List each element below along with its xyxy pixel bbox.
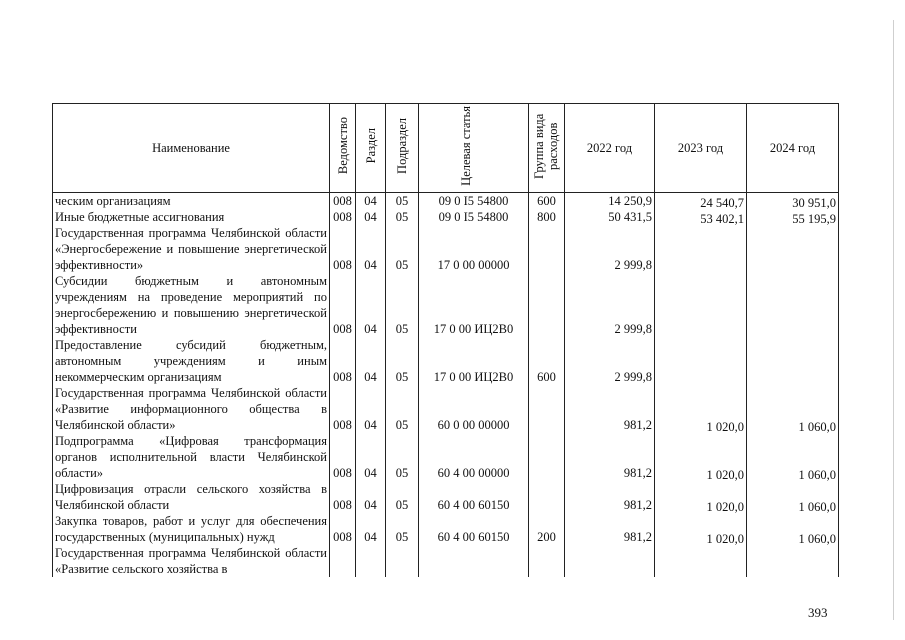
budget-table (52, 103, 839, 577)
row-2024 (747, 275, 839, 339)
table-row (53, 481, 839, 513)
row-name: Предоставление субсидий бюджетным, автономным учреждениям и иным некоммерческим организациям (53, 337, 330, 385)
row-podrazdel: 05 (386, 225, 419, 273)
row-vedomstvo: 008 (330, 337, 356, 385)
row-2024: 55 195,9 (747, 211, 839, 227)
budget-table-container (52, 103, 838, 593)
row-vedomstvo: 008 (330, 513, 356, 545)
header-2022 (565, 104, 655, 193)
table-row (53, 209, 839, 225)
row-2024 (747, 227, 839, 275)
table-row (53, 433, 839, 481)
row-vedomstvo: 008 (330, 209, 356, 225)
row-vedomstvo: 008 (330, 225, 356, 273)
header-vid (529, 104, 565, 193)
row-statya: 60 0 00 00000 (419, 385, 529, 433)
row-name: Государственная программа Челябинской области «Развитие информационного общества в Челябинской области» (53, 385, 330, 433)
table-row (53, 193, 839, 210)
row-statya: 60 4 00 60150 (419, 481, 529, 513)
header-vid-label: Группа вида расходов (531, 113, 560, 179)
row-2023: 1 020,0 (655, 387, 747, 435)
header-razdel-label: Раздел (363, 128, 378, 164)
row-name: Цифровизация отрасли сельского хозяйства в Челябинской области (53, 481, 330, 513)
row-statya: 17 0 00 00000 (419, 225, 529, 273)
row-2023 (655, 339, 747, 387)
header-vedomstvo (330, 104, 356, 193)
row-podrazdel: 05 (386, 433, 419, 481)
row-statya: 60 4 00 60150 (419, 513, 529, 545)
row-vedomstvo: 008 (330, 193, 356, 210)
row-2024 (747, 547, 839, 579)
table-row (53, 273, 839, 337)
header-2022-label: 2022 год (586, 141, 633, 155)
row-name: Субсидии бюджетным и автономным учреждениям на проведение мероприятий по энергосбережению и повышению энергетической эффективности (53, 273, 330, 337)
table-header-row (53, 104, 839, 193)
row-name: Государственная программа Челябинской области «Развитие сельского хозяйства в (53, 545, 330, 577)
row-vid: 800 (529, 209, 565, 225)
table-row (53, 385, 839, 433)
row-2023: 1 020,0 (655, 515, 747, 547)
table-row (53, 545, 839, 577)
row-statya: 17 0 00 ИЦ2В0 (419, 273, 529, 337)
row-statya (419, 545, 529, 577)
row-vedomstvo: 008 (330, 385, 356, 433)
header-2023 (655, 104, 747, 193)
row-name: ческим организациям (53, 193, 330, 210)
row-podrazdel: 05 (386, 337, 419, 385)
row-2023 (655, 275, 747, 339)
row-vid (529, 481, 565, 513)
row-razdel (356, 545, 386, 577)
row-2022: 2 999,8 (565, 337, 655, 385)
table-body (53, 193, 839, 578)
row-vedomstvo: 008 (330, 273, 356, 337)
row-2023 (655, 227, 747, 275)
row-2023: 24 540,7 (655, 195, 747, 212)
header-name (53, 104, 330, 193)
row-name: Государственная программа Челябинской области «Энергосбережение и повышение энергетической эффективности» (53, 225, 330, 273)
row-podrazdel: 05 (386, 193, 419, 210)
header-name-label: Наименование (152, 141, 230, 155)
row-2022: 14 250,9 (565, 193, 655, 210)
row-razdel: 04 (356, 193, 386, 210)
row-2024: 1 060,0 (747, 483, 839, 515)
row-podrazdel: 05 (386, 513, 419, 545)
table-row (53, 337, 839, 385)
row-razdel: 04 (356, 481, 386, 513)
page-number: 393 (808, 605, 828, 620)
table-row (53, 513, 839, 545)
header-razdel (356, 104, 386, 193)
row-2022: 2 999,8 (565, 225, 655, 273)
header-2024 (747, 104, 839, 193)
row-razdel: 04 (356, 337, 386, 385)
row-2022: 981,2 (565, 385, 655, 433)
row-2022: 50 431,5 (565, 209, 655, 225)
row-2024: 1 060,0 (747, 435, 839, 483)
row-vid (529, 225, 565, 273)
page-edge-line (893, 20, 894, 620)
row-2022: 981,2 (565, 433, 655, 481)
header-podrazdel-label: Подраздел (395, 118, 409, 174)
row-name: Закупка товаров, работ и услуг для обеспечения государственных (муниципальных) нужд (53, 513, 330, 545)
row-2023: 1 020,0 (655, 435, 747, 483)
row-2022: 2 999,8 (565, 273, 655, 337)
row-vid: 200 (529, 513, 565, 545)
row-vid (529, 273, 565, 337)
row-podrazdel (386, 545, 419, 577)
row-vid (529, 385, 565, 433)
row-razdel: 04 (356, 385, 386, 433)
row-vid: 600 (529, 193, 565, 210)
row-2024: 30 951,0 (747, 195, 839, 212)
row-2023: 53 402,1 (655, 211, 747, 227)
header-podrazdel (386, 104, 419, 193)
header-statya-label: Целевая статья (458, 106, 473, 186)
header-vedomstvo-label: Ведомство (335, 117, 350, 175)
header-statya (419, 104, 529, 193)
row-vid: 600 (529, 337, 565, 385)
row-2022 (565, 545, 655, 577)
row-2024 (747, 339, 839, 387)
row-statya: 60 4 00 00000 (419, 433, 529, 481)
table-row (53, 225, 839, 273)
row-statya: 09 0 I5 54800 (419, 209, 529, 225)
row-podrazdel: 05 (386, 273, 419, 337)
row-razdel: 04 (356, 225, 386, 273)
row-2023: 1 020,0 (655, 483, 747, 515)
header-2024-label: 2024 год (769, 141, 816, 155)
row-2024: 1 060,0 (747, 515, 839, 547)
row-podrazdel: 05 (386, 481, 419, 513)
row-razdel: 04 (356, 209, 386, 225)
row-podrazdel: 05 (386, 209, 419, 225)
row-statya: 17 0 00 ИЦ2В0 (419, 337, 529, 385)
row-vedomstvo: 008 (330, 481, 356, 513)
row-vid (529, 545, 565, 577)
row-vedomstvo: 008 (330, 433, 356, 481)
row-razdel: 04 (356, 433, 386, 481)
header-2023-label: 2023 год (677, 141, 724, 155)
row-statya: 09 0 I5 54800 (419, 193, 529, 210)
row-vedomstvo (330, 545, 356, 577)
row-2022: 981,2 (565, 513, 655, 545)
row-vid (529, 433, 565, 481)
row-name: Подпрограмма «Цифровая трансформация органов исполнительной власти Челябинской области» (53, 433, 330, 481)
row-podrazdel: 05 (386, 385, 419, 433)
row-razdel: 04 (356, 513, 386, 545)
row-2023 (655, 547, 747, 579)
row-razdel: 04 (356, 273, 386, 337)
row-2024: 1 060,0 (747, 387, 839, 435)
row-2022: 981,2 (565, 481, 655, 513)
row-name: Иные бюджетные ассигнования (53, 209, 330, 225)
